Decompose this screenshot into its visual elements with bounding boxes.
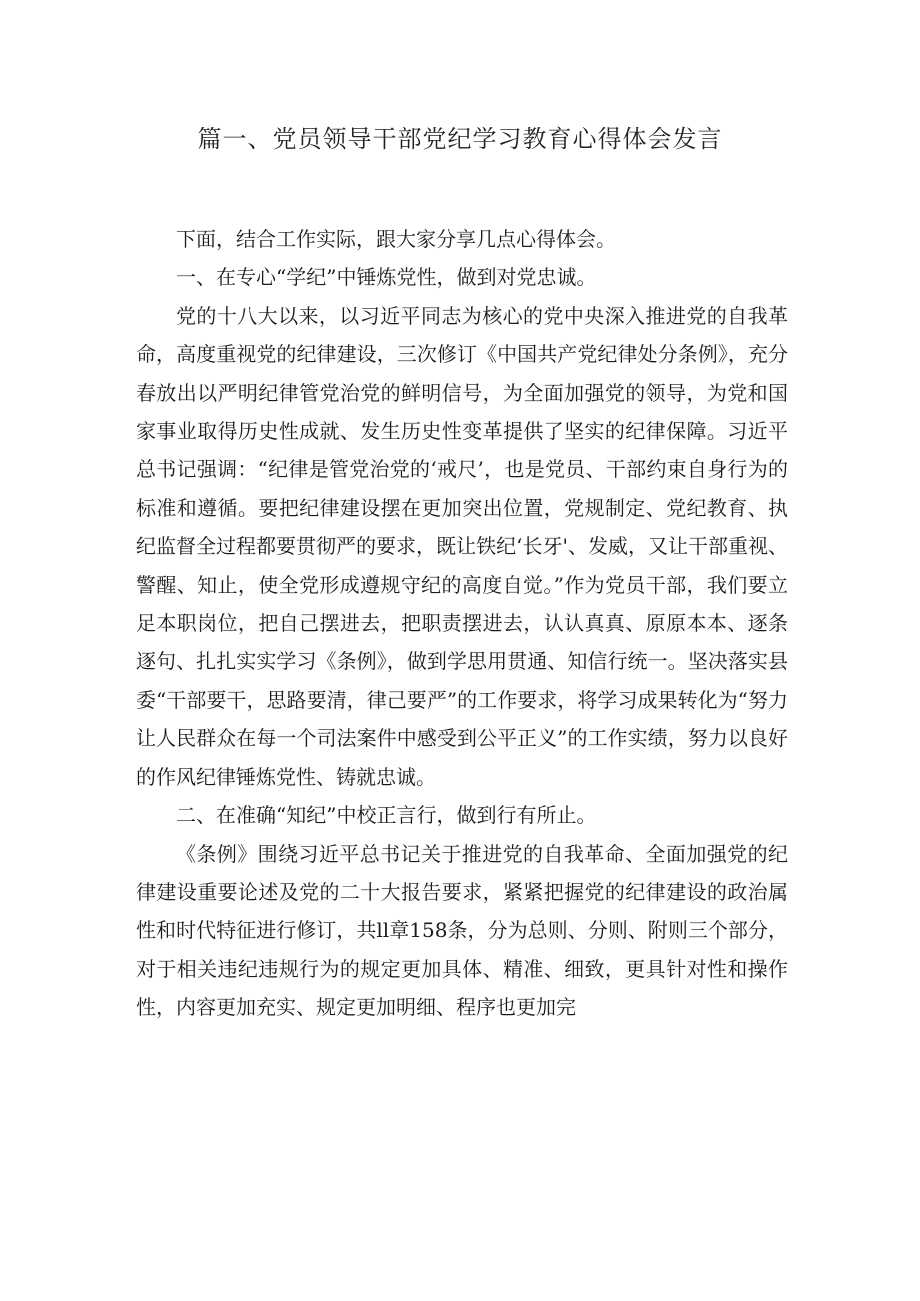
document-body (136, 220, 788, 1027)
document-title: 篇一、党员领导干部党纪学习教育心得体会发言 (197, 125, 723, 153)
section-heading: 一、在专心“学纪”中锤炼党性，做到对党忠诚。 (176, 265, 597, 290)
body-paragraph: 《条例》围绕习近平总书记关于推进党的自我革命、全面加强党的纪律建设重要论述及党的二十大报告要求，紧紧把握党的纪律建设的政治属性和时代特征进行修订，共ll章158条，分为总则、分则、附则三个部分，对于相关违纪违规行为的规定更加具体、精准、细致，更具针对性和操作性，内容更加充实、规定更加明细、程序也更加完 (136, 841, 788, 1020)
body-paragraph: 党的十八大以来，以习近平同志为核心的党中央深入推进党的自我革命，高度重视党的纪律建设，三次修订《中国共产党纪律处分条例》，充分春放出以严明纪律管党治党的鲜明信号，为全面加强党的领导，为党和国家事业取得历史性成就、发生历史性变革提供了坚实的纪律保障。习近平总书记强调：“纪律是管党治党的‘戒尺’，也是党员、干部约束自身行为的标准和遵循。要把纪律建设摆在更加突出位置，党规制定、党纪教育、执纪监督全过程都要贯彻严的要求，既让铁纪‘长牙'、发威，又让干部重视、警醒、知止，使全党形成遵规守纪的高度自觉。”作为党员干部，我们要立足本职岗位，把自己摆进去，把职责摆进去，认认真真、原原本本、逐条逐句、扎扎实实学习《条例》，做到学思用贯通、知信行统一。坚决落实县委“干部要干，思路要清，律己要严”的工作要求，将学习成果转化为“努力让人民群众在每一个司法案件中感受到公平正义”的工作实绩，努力以良好的作风纪律锤炼党性、铸就忠诚。 (136, 303, 788, 789)
section-heading: 二、在准确“知纪”中校正言行，做到行有所止。 (176, 803, 597, 828)
body-paragraph: 下面，结合工作实际，跟大家分享几点心得体会。 (176, 227, 616, 251)
